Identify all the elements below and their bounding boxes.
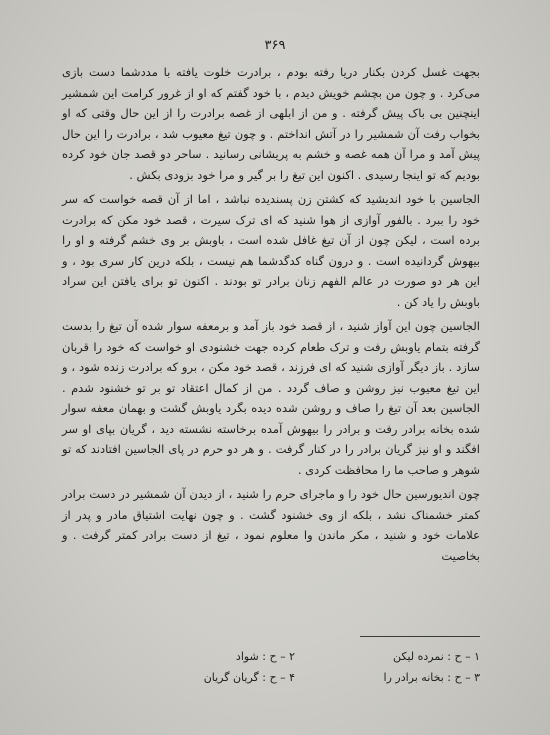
paragraph: بجهت غسل کردن بکنار دریا رفته بودم ، برادرت خلوت یافته با مددشما دست بازی می‌کرد . و چون من بچشم خویش دیدم ، با خود گفتم که او از غرور کرامت این شمشیر اینچنین بی باک پیش گرفته . و من از ابلهی از غصه برادرت را از این حال وقتی که او بخواب رفت آن شمشیر را در آتش انداختم . و چون تیغ معیوب شد ، برادرت را این حال پیش آمد و مرا آن همه غصه و خشم به پریشانی رسانید . ساحر دو قصد جان خود کرده بودیم که تو اینجا رسیدی . اکنون این تیغ را بر گیر و مرا خود بزودی بکش . [62, 65, 480, 182]
footnote: ۴ – ح : گریان گریان [203, 671, 295, 684]
footnote: ۳ – ح : بخانه برادر را [383, 671, 480, 684]
paragraph: چون اندیورسین حال خود را و ماجرای حرم را شنید ، از دیدن آن شمشیر در دست برادر کمتر خشمناک نشد ، بلکه از وی خشنود گشت . و چون نهایت اشتیاق مادر و پدر از علامات خود و شنید ، مکر ماندن وا معلوم نمود ، تیغ از دست برادر کمتر گرفت . و بخاصیت [62, 487, 480, 563]
footnotes [150, 646, 480, 688]
body-text [62, 62, 480, 566]
footnote-divider [360, 636, 480, 637]
footnote: ۱ – ح : نمرده لیکن [393, 650, 480, 663]
paragraph: الجاسین چون این آواز شنید ، از قصد خود باز آمد و برمعفه سوار شده آن تیغ را بدست گرفته بتمام یاوبش رفت و ترک طعام کرده جهت خشنودی او خواست که خود را قربان سازد . باز دیگر آوازی شنید که ای فرزند ، قصد خود مکن ، برو که برادرت زنده شود ، و این تیغ معیوب نیز روشن و صاف گردد . من از کمال اعتقاد تو بر تو خشنود شدم . الجاسین بعد آن تیغ را صاف و روشن شده دیده بگرد یاوبش گشت و بهمان معفه سوار شده بخانه برادر رفت و برادر را بیهوش آمده برخاسته نشسته دید ، گریان بپای او سر افگند و او نیز گریان برادر را در کنار گرفت . و هر دو حرم در پای الجاسین افتادند که تو شوهر و صاحب ما را محافظت کردی . [62, 319, 480, 477]
paragraph: الجاسین با خود اندیشید که کشتن زن پسندیده نباشد ، اما از آن قصه خواست که سر خود را ببرد . بالفور آوازی از هوا شنید که ای ترک سیرت ، قصد خود مکن که برادرت برده است ، لیکن چون از آن تیغ غافل شده است ، باوبش بر وی خشم گرفته و او را بیهوش گردانیده است . و درون گناه کدگدشما هم نیست ، بلکه درین کار سری بود ، و این هر دو صورت در عالم الفهم زنان برادر تو بودند . اکنون تو برای یافتن این سراد باوبش را یاد کن . [62, 192, 480, 309]
footnote: ۲ – ح : شواد [235, 650, 295, 663]
page-number: ۳۶۹ [264, 38, 286, 53]
